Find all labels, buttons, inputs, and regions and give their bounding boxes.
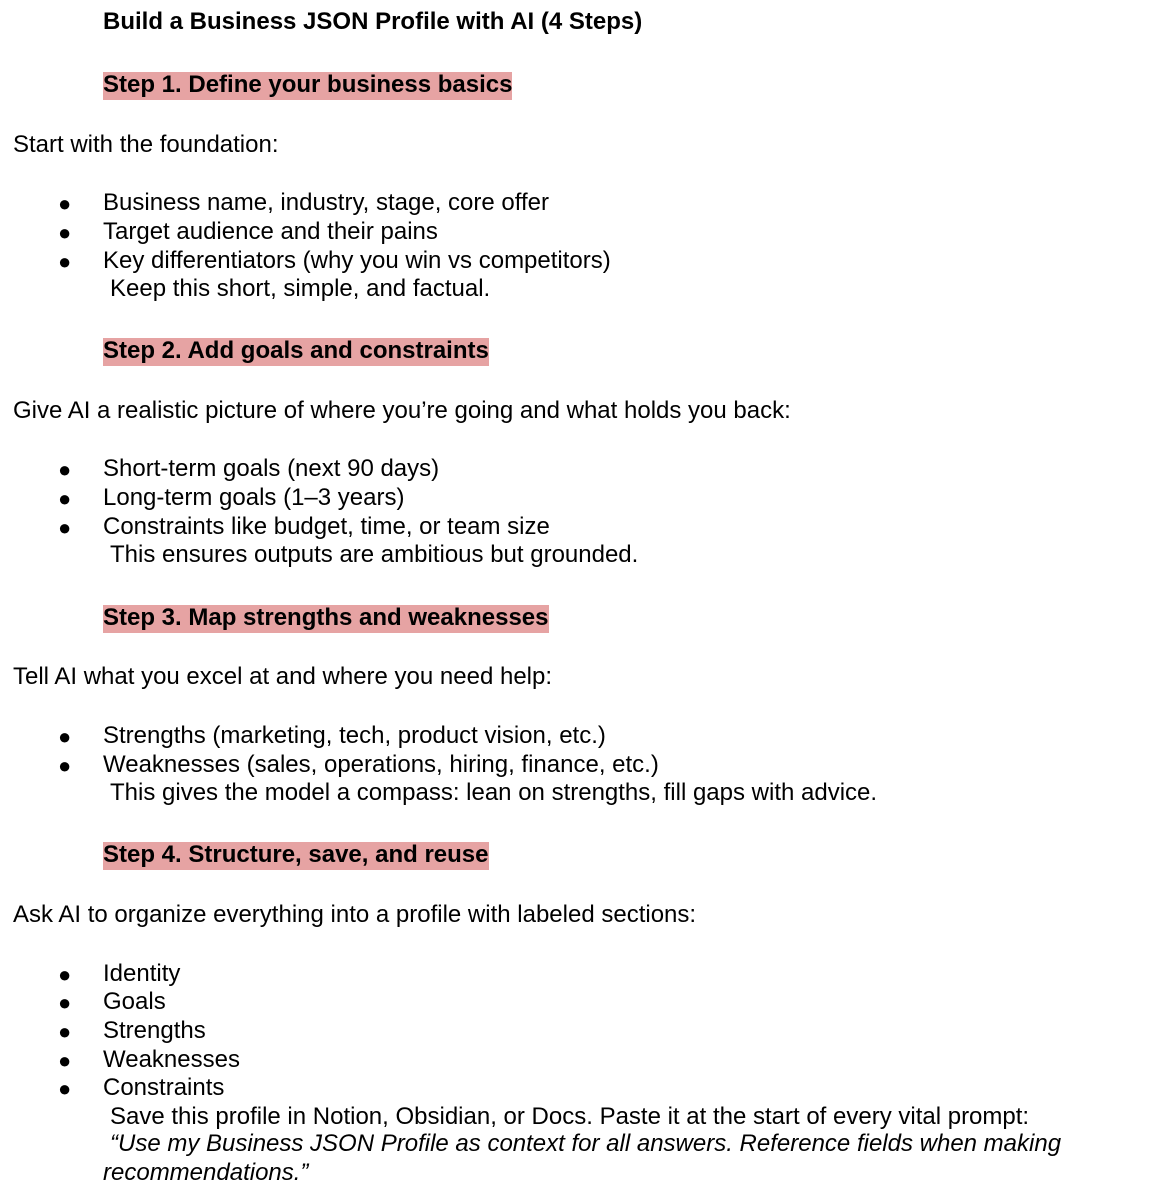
step-3-note: This gives the model a compass: lean on strengths, fill gaps with advice. [110,779,878,806]
step-4-item-1: Identity [103,960,181,987]
step-3-heading: Step 3. Map strengths and weaknesses [103,604,549,631]
step-4-item-3: Strengths [103,1017,206,1044]
bullet-icon: ● [58,962,72,987]
bullet-icon: ● [58,249,72,274]
step-4-item-2: Goals [103,988,166,1015]
step-1-intro: Start with the foundation: [13,131,279,158]
step-2-intro: Give AI a realistic picture of where you’re going and what holds you back: [13,397,791,424]
step-1-item-3: Key differentiators (why you win vs competitors) [103,247,611,274]
step-2-heading: Step 2. Add goals and constraints [103,337,489,364]
step-4-item-5: Constraints [103,1074,225,1101]
step-4-intro: Ask AI to organize everything into a profile with labeled sections: [13,901,697,928]
bullet-icon: ● [58,1019,72,1044]
step-4-note: Save this profile in Notion, Obsidian, or Docs. Paste it at the start of every vital prompt: [110,1103,1030,1130]
document-title: Build a Business JSON Profile with AI (4 Steps) [103,8,643,35]
step-3-item-2: Weaknesses (sales, operations, hiring, finance, etc.) [103,751,659,778]
step-2-item-2: Long-term goals (1–3 years) [103,484,405,511]
bullet-icon: ● [58,457,72,482]
step-3-intro: Tell AI what you excel at and where you need help: [13,663,553,690]
bullet-icon: ● [58,486,72,511]
step-2-note: This ensures outputs are ambitious but grounded. [110,541,639,568]
step-1-item-2: Target audience and their pains [103,218,438,245]
bullet-icon: ● [58,220,72,245]
step-3-item-1: Strengths (marketing, tech, product vision, etc.) [103,722,606,749]
step-1-item-1: Business name, industry, stage, core offer [103,189,550,216]
step-4-quote: “Use my Business JSON Profile as context for all answers. Reference fields when making recommendations.” [103,1130,1062,1186]
step-2-item-3: Constraints like budget, time, or team size [103,513,550,540]
bullet-icon: ● [58,515,72,540]
bullet-icon: ● [58,724,72,749]
step-4-item-4: Weaknesses [103,1046,240,1073]
bullet-icon: ● [58,191,72,216]
step-1-heading: Step 1. Define your business basics [103,71,513,98]
step-4-heading: Step 4. Structure, save, and reuse [103,841,489,868]
bullet-icon: ● [58,1076,72,1101]
step-1-note: Keep this short, simple, and factual. [110,275,491,302]
bullet-icon: ● [58,1048,72,1073]
step-2-item-1: Short-term goals (next 90 days) [103,455,440,482]
bullet-icon: ● [58,990,72,1015]
bullet-icon: ● [58,753,72,778]
